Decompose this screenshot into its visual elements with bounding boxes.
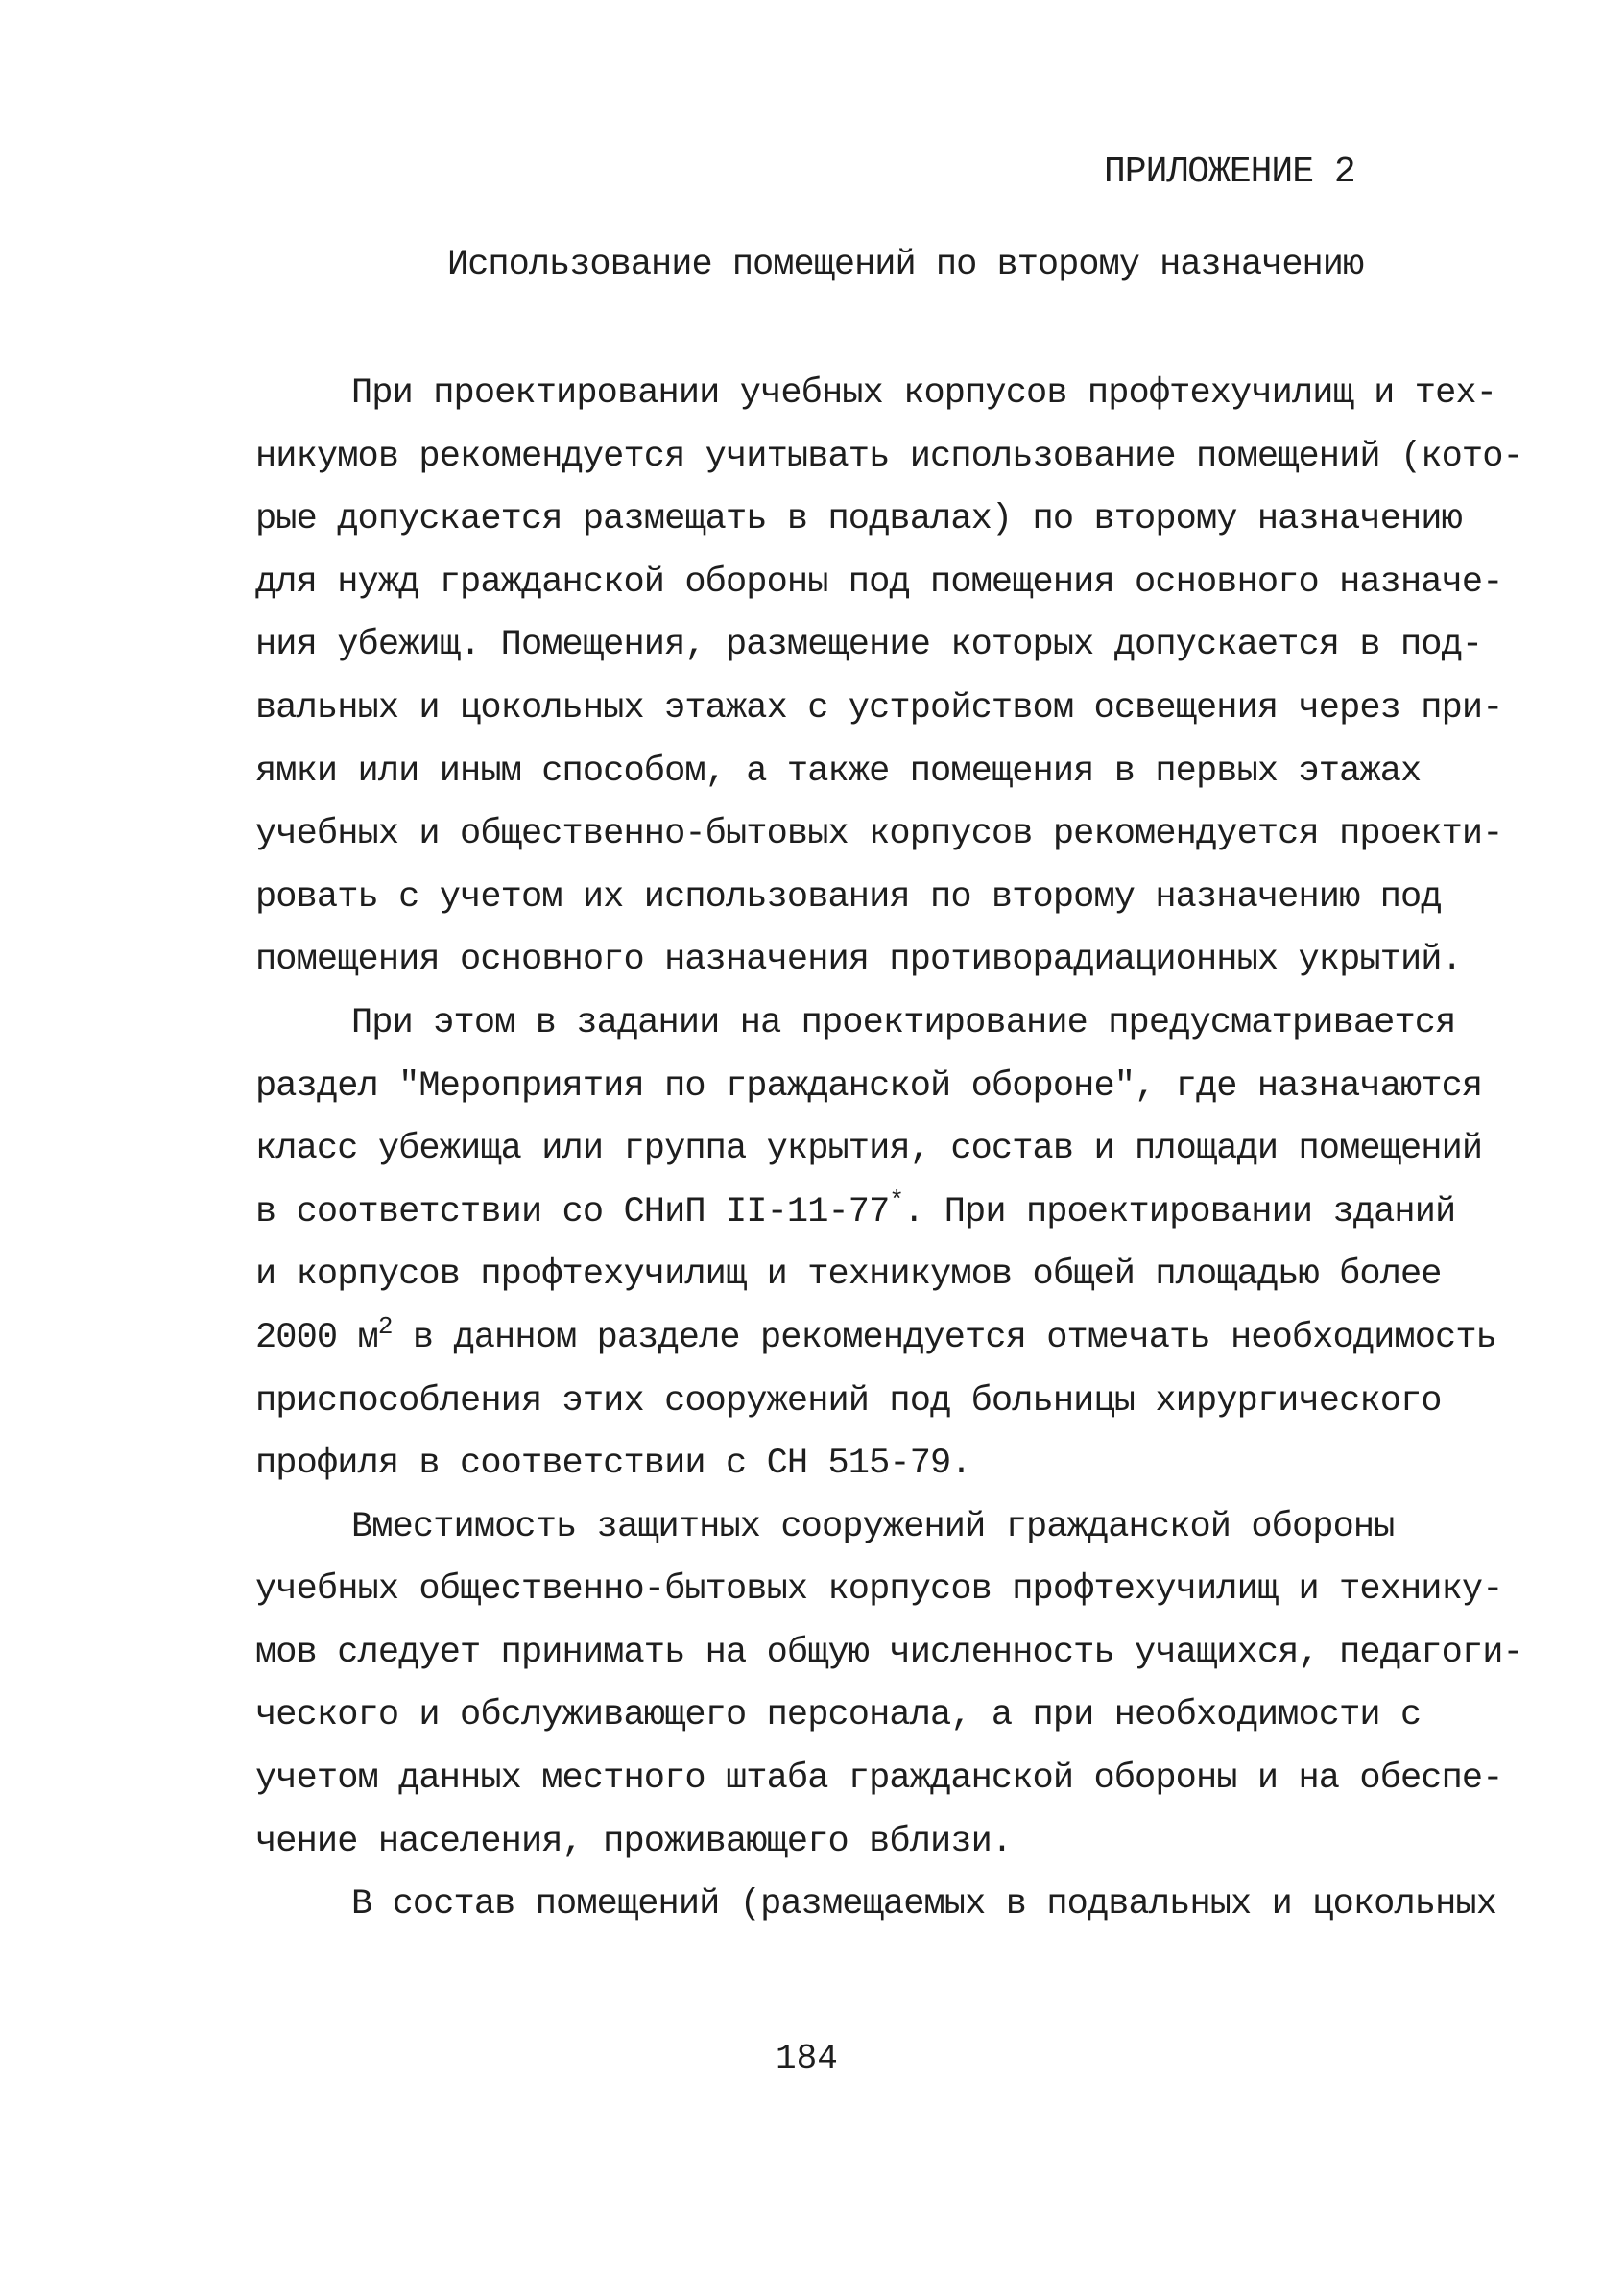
text-line: мов следует принимать на общую численность учащихся, педагоги- <box>255 1632 1523 1673</box>
text-line: В состав помещений (размещаемых в подвальных и цокольных <box>351 1884 1497 1925</box>
text-line: вальных и цокольных этажах с устройством освещения через при- <box>255 687 1503 729</box>
text-line: помещения основного назначения противорадиационных укрытий. <box>255 940 1462 981</box>
text-line: никумов рекомендуется учитывать использование помещений (кото- <box>255 436 1523 477</box>
text-line: и корпусов профтехучилищ и техникумов общей площадью более <box>255 1255 1442 1296</box>
text-line: раздел "Мероприятия по гражданской обороне", где назначаются <box>255 1065 1483 1107</box>
text-line <box>255 1307 1496 1371</box>
text-line: учебных и общественно-бытовых корпусов рекомендуется проекти- <box>255 814 1503 855</box>
page-number: 184 <box>776 2039 838 2078</box>
text-line: приспособления этих сооружений под больницы хирургического <box>255 1380 1442 1422</box>
text-line: для нужд гражданской обороны под помещения основного назначе- <box>255 562 1503 603</box>
body-text <box>255 363 1523 1937</box>
text-line: При проектировании учебных корпусов профтехучилищ и тех- <box>351 373 1497 414</box>
text-line: При этом в задании на проектирование предусматривается <box>351 1002 1456 1043</box>
text-line <box>255 1182 1465 1245</box>
section-title: Использование помещений по второму назначению <box>447 245 1364 285</box>
appendix-label: ПРИЛОЖЕНИЕ 2 <box>1104 152 1355 193</box>
text-segment: в соответствии со СНиП II-11-77 <box>255 1191 890 1232</box>
text-line: профиля в соответствии с СН 515-79. <box>255 1444 971 1485</box>
text-line: ровать с учетом их использования по второму назначению под <box>255 876 1442 918</box>
text-segment: . При проектировании зданий <box>903 1191 1456 1232</box>
superscript-asterisk: * <box>889 1185 904 1215</box>
text-line: ния убежищ. Помещения, размещение которых допускается в под- <box>255 625 1483 666</box>
text-segment: в данном разделе рекомендуется отмечать необходимость <box>392 1317 1496 1358</box>
text-line: рые допускается размещать в подвалах) по второму назначению <box>255 499 1462 540</box>
text-line: ямки или иным способом, а также помещения в первых этажах <box>255 751 1422 792</box>
text-line: класс убежища или группа укрытия, состав и площади помещений <box>255 1129 1483 1170</box>
text-line: чение населения, проживающего вблизи. <box>255 1821 1013 1862</box>
text-line: учетом данных местного штаба гражданской обороны и на обеспе- <box>255 1758 1503 1800</box>
text-line: учебных общественно-бытовых корпусов профтехучилищ и технику- <box>255 1569 1503 1611</box>
text-segment: 2000 м <box>255 1317 378 1358</box>
text-line: Вместимость защитных сооружений гражданской обороны <box>351 1506 1395 1547</box>
text-line: ческого и обслуживающего персонала, а при необходимости с <box>255 1695 1422 1736</box>
superscript-square: 2 <box>377 1311 393 1341</box>
